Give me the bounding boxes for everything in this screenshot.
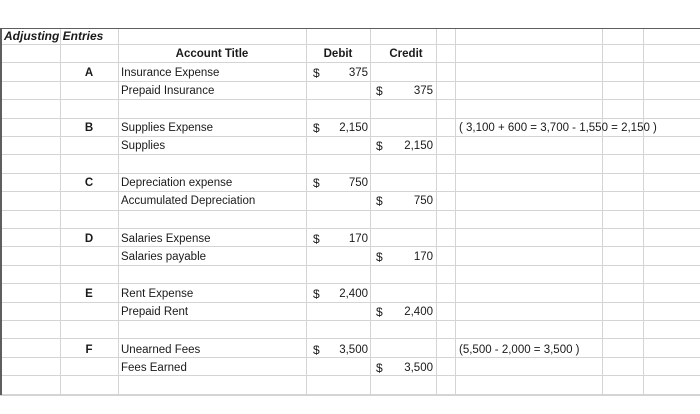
credit-account-name: Supplies: [121, 140, 166, 152]
grid-row-line: [0, 154, 700, 155]
credit-amount: 170: [413, 251, 433, 263]
grid-column-line: [118, 28, 119, 394]
debit-amount: 2,150: [339, 122, 368, 134]
grid-row-line: [0, 395, 700, 396]
credit-currency-symbol: $: [376, 305, 383, 319]
grid-row-line: [0, 320, 700, 321]
sheet-border-top: [0, 28, 700, 29]
debit-amount: 3,500: [339, 344, 368, 356]
grid-column-line: [370, 28, 371, 394]
grid-row-line: [0, 375, 700, 376]
debit-amount: 2,400: [339, 288, 368, 300]
credit-account-name: Fees Earned: [121, 362, 187, 374]
debit-account-name: Rent Expense: [121, 288, 194, 300]
credit-currency-symbol: $: [376, 361, 383, 375]
debit-currency-symbol: $: [313, 232, 320, 246]
credit-account-name: Prepaid Rent: [121, 306, 189, 318]
entry-letter: C: [84, 177, 94, 189]
header-account-title: Account Title: [175, 48, 249, 60]
debit-amount: 750: [348, 177, 368, 189]
credit-account-name: Salaries payable: [121, 251, 207, 263]
debit-amount: 170: [348, 233, 368, 245]
credit-amount: 375: [413, 85, 433, 97]
sheet-border-left: [0, 28, 2, 395]
entry-letter: F: [85, 344, 93, 356]
grid-row-line: [0, 338, 700, 339]
grid-row-line: [0, 210, 700, 211]
grid-column-line: [306, 28, 307, 394]
entry-letter: E: [85, 288, 93, 300]
debit-currency-symbol: $: [313, 343, 320, 357]
debit-account-name: Unearned Fees: [121, 344, 201, 356]
credit-amount: 750: [413, 195, 433, 207]
credit-amount: 2,150: [404, 140, 433, 152]
grid-column-line: [60, 28, 61, 394]
debit-account-name: Depreciation expense: [121, 177, 233, 189]
header-credit: Credit: [389, 48, 423, 60]
grid-row-line: [0, 265, 700, 266]
calculation-note: (5,500 - 2,000 = 3,500 ): [459, 344, 580, 356]
grid-column-line: [436, 28, 437, 394]
credit-currency-symbol: $: [376, 250, 383, 264]
header-debit: Debit: [323, 48, 353, 60]
calculation-note: ( 3,100 + 600 = 3,700 - 1,550 = 2,150 ): [459, 122, 657, 134]
credit-currency-symbol: $: [376, 194, 383, 208]
grid-column-line: [602, 28, 603, 394]
debit-account-name: Supplies Expense: [121, 122, 214, 134]
debit-amount: 375: [348, 67, 368, 79]
debit-currency-symbol: $: [313, 287, 320, 301]
sheet-title: Adjusting Entries: [4, 29, 104, 43]
credit-account-name: Accumulated Depreciation: [121, 195, 256, 207]
credit-account-name: Prepaid Insurance: [121, 85, 215, 97]
entry-letter: A: [84, 67, 94, 79]
credit-currency-symbol: $: [376, 139, 383, 153]
grid-row-line: [0, 99, 700, 100]
debit-currency-symbol: $: [313, 176, 320, 190]
entry-letter: B: [84, 122, 94, 134]
credit-amount: 2,400: [404, 306, 433, 318]
grid-column-line: [455, 28, 456, 394]
grid-row-line: [0, 228, 700, 229]
credit-currency-symbol: $: [376, 84, 383, 98]
debit-currency-symbol: $: [313, 121, 320, 135]
grid-column-line: [643, 28, 644, 394]
credit-amount: 3,500: [404, 362, 433, 374]
grid-row-line: [0, 283, 700, 284]
debit-currency-symbol: $: [313, 66, 320, 80]
debit-account-name: Insurance Expense: [121, 67, 220, 79]
entry-letter: D: [84, 233, 94, 245]
debit-account-name: Salaries Expense: [121, 233, 211, 245]
